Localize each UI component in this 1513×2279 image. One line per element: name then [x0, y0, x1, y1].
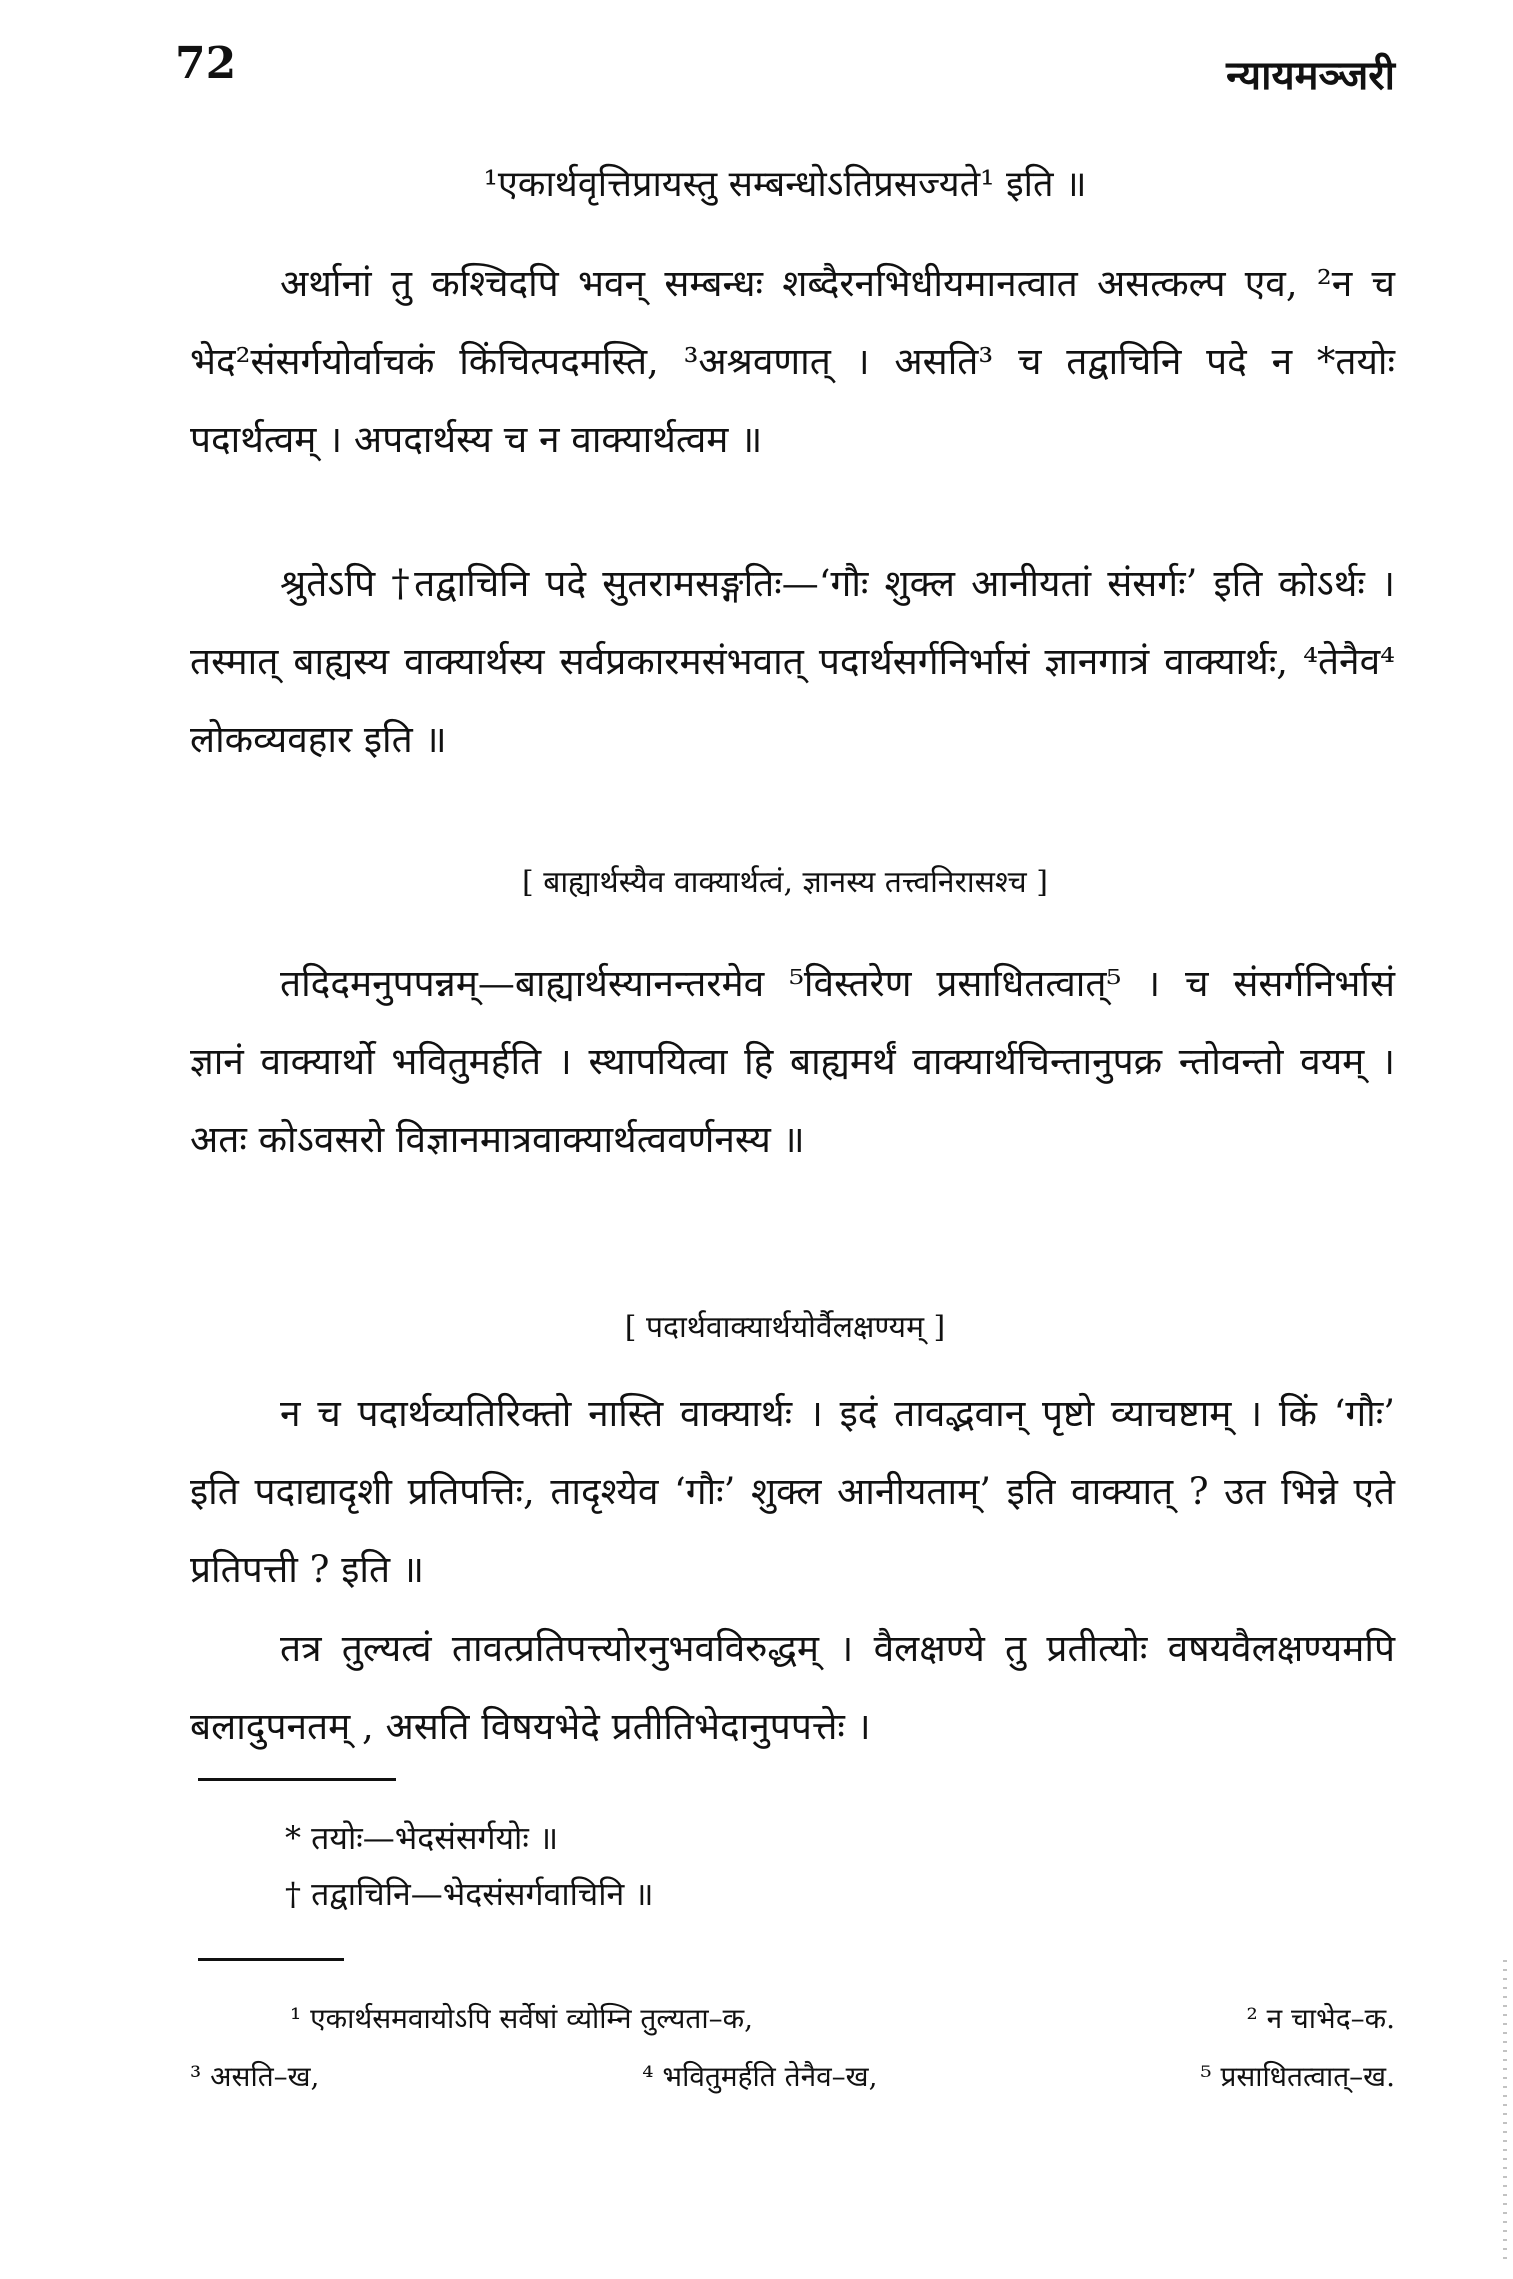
variant-footnote: ³ असति–ख, [190, 2060, 320, 2093]
footnote-rule [198, 1778, 396, 1781]
page-number: 72 [175, 38, 237, 89]
paragraph-4: न च पदार्थव्यतिरिक्तो नास्ति वाक्यार्थः । इदं तावद्भवान् पृष्टो व्याचष्टाम् । किं ‘गौः’ इति पदाद्यादृशी प्रतिपत्तिः, तादृश्येव ‘गौः’ शुक्ल आनीयताम्’ इति वाक्यात् ? उत भिन्ने एते प्रतिपत्ती ? इति ॥ [190, 1392, 1395, 1591]
footnote-item: * तयोः—भेदसंसर्गयोः ॥ [285, 1819, 559, 1857]
variant-footnote-rule [198, 1958, 344, 1961]
section-heading-2: [ पदार्थवाक्यार्थयोर्वैलक्षण्यम् ] [624, 1310, 946, 1345]
variant-footnote: ² न चाभेद–क. [1246, 2002, 1395, 2035]
page-edge-speckle [1503, 1960, 1507, 2260]
paragraph-5: तत्र तुल्यत्वं तावत्प्रतिपत्त्योरनुभवविरुद्धम् । वैलक्षण्ये तु प्रतीत्योः वषयवैलक्षण्यमपि बलादुपनतम् , असति विषयभेदे प्रतीतिभेदानुपपत्तेः । [190, 1627, 1395, 1748]
footnotes [285, 1810, 1395, 1922]
variant-footnote-row [190, 1990, 1395, 2048]
variant-footnote: ¹ एकार्थसमवायोऽपि सर्वेषां व्योम्नि तुल्यता–क, [290, 2002, 754, 2035]
variant-footnote-row [190, 2048, 1395, 2106]
variant-footnote: ⁵ प्रसाधितत्वात्–ख. [1200, 2060, 1395, 2093]
page-header [175, 38, 1395, 118]
variant-footnote: ⁴ भवितुमर्हति तेनैव–ख, [642, 2060, 878, 2093]
running-title: न्यायमञ्जरी [1226, 52, 1395, 99]
paragraph-3: तदिदमनुपपन्नम्—बाह्यार्थस्यानन्तरमेव ⁵विस्तरेण प्रसाधितत्वात्⁵ । च संसर्गनिर्भासं ज्ञानं वाक्यार्थो भवितुमर्हति । स्थापयित्वा हि बाह्यमर्थं वाक्यार्थचिन्तानुपक्र न्तोवन्तो वयम् । अतः कोऽवसरो विज्ञानमात्रवाक्यार्थत्ववर्णनस्य ॥ [190, 962, 1395, 1161]
paragraph-2: श्रुतेऽपि †तद्वाचिनि पदे सुतरामसङ्गतिः—‘गौः शुक्ल आनीयतां संसर्गः’ इति कोऽर्थः । तस्मात् बाह्यस्य वाक्यार्थस्य सर्वप्रकारमसंभवात् पदार्थसर्गनिर्भासं ज्ञानगात्रं वाक्यार्थः, ⁴तेनैव⁴ लोकव्यवहार इति ॥ [190, 562, 1395, 761]
verse-line: ¹एकार्थवृत्तिप्रायस्तु सम्बन्धोऽतिप्रसज्यते¹ इति ॥ [483, 164, 1087, 205]
footnote-item: † तद्वाचिनि—भेदसंसर्गवाचिनि ॥ [285, 1875, 654, 1913]
paragraph-1: अर्थानां तु कश्चिदपि भवन् सम्बन्धः शब्दैरनभिधीयमानत्वात असत्कल्प एव, ²न च भेद²संसर्गयोर्वाचकं किंचित्पदमस्ति, ³अश्रवणात् । असति³ च तद्वाचिनि पदे न *तयोः पदार्थत्वम् । अपदार्थस्य च न वाक्यार्थत्वम ॥ [190, 262, 1395, 461]
section-heading-1: [ बाह्यार्थस्यैव वाक्यार्थत्वं, ज्ञानस्य तत्त्वनिरासश्च ] [522, 865, 1048, 900]
variant-footnotes [190, 1990, 1395, 2106]
